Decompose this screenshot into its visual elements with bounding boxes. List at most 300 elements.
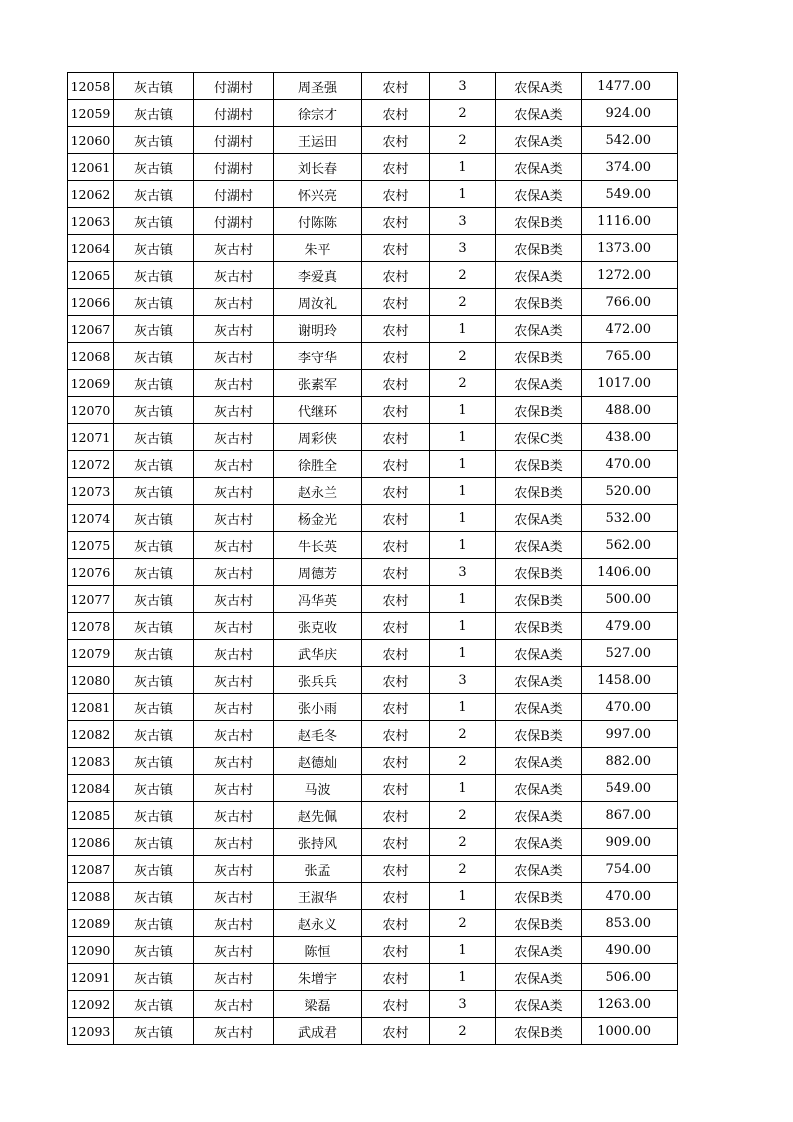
household-type-cell: 农村	[362, 262, 430, 289]
insurance-class-cell: 农保B类	[496, 478, 582, 505]
row-id-cell: 12068	[68, 343, 114, 370]
insurance-class-cell: 农保A类	[496, 181, 582, 208]
row-id-cell: 12087	[68, 856, 114, 883]
town-cell: 灰古镇	[114, 937, 194, 964]
row-id-cell: 12081	[68, 694, 114, 721]
village-cell: 灰古村	[194, 559, 274, 586]
amount-cell: 853.00	[582, 910, 678, 937]
household-type-cell: 农村	[362, 127, 430, 154]
amount-cell: 1477.00	[582, 73, 678, 100]
amount-cell: 527.00	[582, 640, 678, 667]
table-row	[68, 370, 678, 397]
household-type-cell: 农村	[362, 289, 430, 316]
table-row	[68, 262, 678, 289]
insurance-class-cell: 农保B类	[496, 613, 582, 640]
household-type-cell: 农村	[362, 667, 430, 694]
town-cell: 灰古镇	[114, 532, 194, 559]
name-cell: 冯华英	[274, 586, 362, 613]
village-cell: 灰古村	[194, 316, 274, 343]
town-cell: 灰古镇	[114, 586, 194, 613]
town-cell: 灰古镇	[114, 100, 194, 127]
member-count-cell: 2	[430, 829, 496, 856]
town-cell: 灰古镇	[114, 73, 194, 100]
table-row	[68, 964, 678, 991]
village-cell: 灰古村	[194, 721, 274, 748]
name-cell: 王淑华	[274, 883, 362, 910]
insurance-class-cell: 农保A类	[496, 856, 582, 883]
row-id-cell: 12093	[68, 1018, 114, 1045]
amount-cell: 506.00	[582, 964, 678, 991]
village-cell: 灰古村	[194, 883, 274, 910]
village-cell: 付湖村	[194, 208, 274, 235]
amount-cell: 542.00	[582, 127, 678, 154]
town-cell: 灰古镇	[114, 424, 194, 451]
row-id-cell: 12080	[68, 667, 114, 694]
village-cell: 付湖村	[194, 100, 274, 127]
amount-cell: 549.00	[582, 775, 678, 802]
insurance-class-cell: 农保A类	[496, 748, 582, 775]
member-count-cell: 1	[430, 937, 496, 964]
town-cell: 灰古镇	[114, 640, 194, 667]
household-type-cell: 农村	[362, 856, 430, 883]
name-cell: 张孟	[274, 856, 362, 883]
member-count-cell: 1	[430, 883, 496, 910]
table-row	[68, 316, 678, 343]
name-cell: 武成君	[274, 1018, 362, 1045]
member-count-cell: 3	[430, 235, 496, 262]
name-cell: 张兵兵	[274, 667, 362, 694]
insurance-class-cell: 农保A类	[496, 775, 582, 802]
insurance-class-cell: 农保A类	[496, 73, 582, 100]
town-cell: 灰古镇	[114, 208, 194, 235]
household-type-cell: 农村	[362, 343, 430, 370]
village-cell: 灰古村	[194, 397, 274, 424]
table-row	[68, 154, 678, 181]
town-cell: 灰古镇	[114, 964, 194, 991]
name-cell: 周德芳	[274, 559, 362, 586]
row-id-cell: 12072	[68, 451, 114, 478]
table-row	[68, 73, 678, 100]
amount-cell: 997.00	[582, 721, 678, 748]
row-id-cell: 12086	[68, 829, 114, 856]
amount-cell: 1116.00	[582, 208, 678, 235]
row-id-cell: 12058	[68, 73, 114, 100]
insurance-class-cell: 农保B类	[496, 397, 582, 424]
row-id-cell: 12085	[68, 802, 114, 829]
member-count-cell: 3	[430, 73, 496, 100]
name-cell: 赵毛冬	[274, 721, 362, 748]
table-row	[68, 856, 678, 883]
member-count-cell: 2	[430, 721, 496, 748]
amount-cell: 1458.00	[582, 667, 678, 694]
row-id-cell: 12066	[68, 289, 114, 316]
table-row	[68, 478, 678, 505]
member-count-cell: 3	[430, 559, 496, 586]
household-type-cell: 农村	[362, 100, 430, 127]
village-cell: 灰古村	[194, 1018, 274, 1045]
table-row	[68, 1018, 678, 1045]
insurance-class-cell: 农保A类	[496, 937, 582, 964]
insurance-class-cell: 农保B类	[496, 451, 582, 478]
village-cell: 灰古村	[194, 343, 274, 370]
row-id-cell: 12091	[68, 964, 114, 991]
town-cell: 灰古镇	[114, 721, 194, 748]
member-count-cell: 2	[430, 127, 496, 154]
village-cell: 灰古村	[194, 478, 274, 505]
table-row	[68, 748, 678, 775]
member-count-cell: 2	[430, 910, 496, 937]
amount-cell: 488.00	[582, 397, 678, 424]
amount-cell: 765.00	[582, 343, 678, 370]
member-count-cell: 2	[430, 1018, 496, 1045]
row-id-cell: 12077	[68, 586, 114, 613]
row-id-cell: 12076	[68, 559, 114, 586]
member-count-cell: 2	[430, 802, 496, 829]
amount-cell: 438.00	[582, 424, 678, 451]
name-cell: 赵永兰	[274, 478, 362, 505]
town-cell: 灰古镇	[114, 991, 194, 1018]
household-type-cell: 农村	[362, 424, 430, 451]
name-cell: 武华庆	[274, 640, 362, 667]
village-cell: 灰古村	[194, 667, 274, 694]
data-table	[67, 72, 678, 1045]
insurance-class-cell: 农保A类	[496, 694, 582, 721]
insurance-class-cell: 农保B类	[496, 559, 582, 586]
row-id-cell: 12063	[68, 208, 114, 235]
row-id-cell: 12082	[68, 721, 114, 748]
member-count-cell: 1	[430, 424, 496, 451]
member-count-cell: 1	[430, 181, 496, 208]
insurance-class-cell: 农保A类	[496, 802, 582, 829]
table-row	[68, 505, 678, 532]
insurance-class-cell: 农保B类	[496, 289, 582, 316]
amount-cell: 479.00	[582, 613, 678, 640]
household-type-cell: 农村	[362, 505, 430, 532]
insurance-class-cell: 农保B类	[496, 910, 582, 937]
town-cell: 灰古镇	[114, 343, 194, 370]
household-type-cell: 农村	[362, 802, 430, 829]
household-type-cell: 农村	[362, 370, 430, 397]
amount-cell: 500.00	[582, 586, 678, 613]
row-id-cell: 12061	[68, 154, 114, 181]
row-id-cell: 12078	[68, 613, 114, 640]
household-type-cell: 农村	[362, 1018, 430, 1045]
household-type-cell: 农村	[362, 829, 430, 856]
insurance-class-cell: 农保A类	[496, 667, 582, 694]
insurance-class-cell: 农保A类	[496, 127, 582, 154]
town-cell: 灰古镇	[114, 370, 194, 397]
table-row	[68, 559, 678, 586]
household-type-cell: 农村	[362, 991, 430, 1018]
village-cell: 付湖村	[194, 127, 274, 154]
member-count-cell: 1	[430, 397, 496, 424]
row-id-cell: 12073	[68, 478, 114, 505]
insurance-class-cell: 农保B类	[496, 208, 582, 235]
row-id-cell: 12083	[68, 748, 114, 775]
row-id-cell: 12067	[68, 316, 114, 343]
row-id-cell: 12064	[68, 235, 114, 262]
village-cell: 灰古村	[194, 694, 274, 721]
row-id-cell: 12069	[68, 370, 114, 397]
town-cell: 灰古镇	[114, 1018, 194, 1045]
name-cell: 梁磊	[274, 991, 362, 1018]
name-cell: 张小雨	[274, 694, 362, 721]
name-cell: 周汝礼	[274, 289, 362, 316]
table-row	[68, 586, 678, 613]
village-cell: 灰古村	[194, 829, 274, 856]
amount-cell: 1373.00	[582, 235, 678, 262]
amount-cell: 532.00	[582, 505, 678, 532]
amount-cell: 470.00	[582, 883, 678, 910]
amount-cell: 520.00	[582, 478, 678, 505]
insurance-class-cell: 农保B类	[496, 1018, 582, 1045]
household-type-cell: 农村	[362, 640, 430, 667]
town-cell: 灰古镇	[114, 397, 194, 424]
household-type-cell: 农村	[362, 586, 430, 613]
row-id-cell: 12070	[68, 397, 114, 424]
town-cell: 灰古镇	[114, 154, 194, 181]
town-cell: 灰古镇	[114, 910, 194, 937]
town-cell: 灰古镇	[114, 478, 194, 505]
row-id-cell: 12075	[68, 532, 114, 559]
amount-cell: 867.00	[582, 802, 678, 829]
household-type-cell: 农村	[362, 721, 430, 748]
village-cell: 灰古村	[194, 802, 274, 829]
member-count-cell: 1	[430, 532, 496, 559]
member-count-cell: 2	[430, 856, 496, 883]
village-cell: 付湖村	[194, 154, 274, 181]
insurance-class-cell: 农保A类	[496, 262, 582, 289]
town-cell: 灰古镇	[114, 451, 194, 478]
insurance-class-cell: 农保A类	[496, 991, 582, 1018]
household-type-cell: 农村	[362, 559, 430, 586]
member-count-cell: 2	[430, 343, 496, 370]
household-type-cell: 农村	[362, 451, 430, 478]
member-count-cell: 2	[430, 100, 496, 127]
member-count-cell: 3	[430, 208, 496, 235]
table-row	[68, 667, 678, 694]
amount-cell: 924.00	[582, 100, 678, 127]
member-count-cell: 1	[430, 640, 496, 667]
town-cell: 灰古镇	[114, 235, 194, 262]
town-cell: 灰古镇	[114, 559, 194, 586]
household-type-cell: 农村	[362, 235, 430, 262]
insurance-class-cell: 农保A类	[496, 154, 582, 181]
name-cell: 朱增宇	[274, 964, 362, 991]
name-cell: 张克收	[274, 613, 362, 640]
table-row	[68, 181, 678, 208]
village-cell: 灰古村	[194, 262, 274, 289]
row-id-cell: 12060	[68, 127, 114, 154]
town-cell: 灰古镇	[114, 883, 194, 910]
amount-cell: 470.00	[582, 451, 678, 478]
name-cell: 谢明玲	[274, 316, 362, 343]
amount-cell: 549.00	[582, 181, 678, 208]
member-count-cell: 1	[430, 613, 496, 640]
name-cell: 马波	[274, 775, 362, 802]
amount-cell: 562.00	[582, 532, 678, 559]
member-count-cell: 1	[430, 586, 496, 613]
table-row	[68, 775, 678, 802]
insurance-class-cell: 农保A类	[496, 505, 582, 532]
table-row	[68, 532, 678, 559]
table-row	[68, 694, 678, 721]
insurance-class-cell: 农保B类	[496, 235, 582, 262]
town-cell: 灰古镇	[114, 748, 194, 775]
amount-cell: 470.00	[582, 694, 678, 721]
town-cell: 灰古镇	[114, 667, 194, 694]
amount-cell: 374.00	[582, 154, 678, 181]
name-cell: 牛长英	[274, 532, 362, 559]
name-cell: 杨金光	[274, 505, 362, 532]
table-row	[68, 424, 678, 451]
name-cell: 陈恒	[274, 937, 362, 964]
town-cell: 灰古镇	[114, 802, 194, 829]
town-cell: 灰古镇	[114, 262, 194, 289]
town-cell: 灰古镇	[114, 181, 194, 208]
table-row	[68, 910, 678, 937]
table-row	[68, 883, 678, 910]
insurance-class-cell: 农保B类	[496, 883, 582, 910]
town-cell: 灰古镇	[114, 289, 194, 316]
amount-cell: 909.00	[582, 829, 678, 856]
row-id-cell: 12090	[68, 937, 114, 964]
amount-cell: 1263.00	[582, 991, 678, 1018]
table-row	[68, 802, 678, 829]
member-count-cell: 2	[430, 289, 496, 316]
table-row	[68, 235, 678, 262]
household-type-cell: 农村	[362, 613, 430, 640]
town-cell: 灰古镇	[114, 829, 194, 856]
row-id-cell: 12092	[68, 991, 114, 1018]
amount-cell: 882.00	[582, 748, 678, 775]
village-cell: 灰古村	[194, 370, 274, 397]
row-id-cell: 12089	[68, 910, 114, 937]
household-type-cell: 农村	[362, 181, 430, 208]
household-type-cell: 农村	[362, 883, 430, 910]
household-type-cell: 农村	[362, 478, 430, 505]
village-cell: 灰古村	[194, 613, 274, 640]
village-cell: 灰古村	[194, 856, 274, 883]
name-cell: 徐胜全	[274, 451, 362, 478]
household-type-cell: 农村	[362, 397, 430, 424]
row-id-cell: 12059	[68, 100, 114, 127]
town-cell: 灰古镇	[114, 505, 194, 532]
village-cell: 灰古村	[194, 937, 274, 964]
household-type-cell: 农村	[362, 775, 430, 802]
amount-cell: 766.00	[582, 289, 678, 316]
name-cell: 李爱真	[274, 262, 362, 289]
household-type-cell: 农村	[362, 532, 430, 559]
name-cell: 付陈陈	[274, 208, 362, 235]
insurance-class-cell: 农保B类	[496, 343, 582, 370]
insurance-class-cell: 农保A类	[496, 316, 582, 343]
row-id-cell: 12079	[68, 640, 114, 667]
name-cell: 李守华	[274, 343, 362, 370]
village-cell: 灰古村	[194, 748, 274, 775]
household-type-cell: 农村	[362, 748, 430, 775]
amount-cell: 472.00	[582, 316, 678, 343]
insurance-class-cell: 农保A类	[496, 100, 582, 127]
table-body	[68, 73, 678, 1045]
village-cell: 灰古村	[194, 451, 274, 478]
household-type-cell: 农村	[362, 73, 430, 100]
name-cell: 周圣强	[274, 73, 362, 100]
insurance-class-cell: 农保A类	[496, 829, 582, 856]
table-row	[68, 991, 678, 1018]
row-id-cell: 12065	[68, 262, 114, 289]
village-cell: 灰古村	[194, 775, 274, 802]
name-cell: 张持风	[274, 829, 362, 856]
member-count-cell: 3	[430, 991, 496, 1018]
table-row	[68, 613, 678, 640]
member-count-cell: 1	[430, 478, 496, 505]
insurance-class-cell: 农保B类	[496, 586, 582, 613]
household-type-cell: 农村	[362, 937, 430, 964]
town-cell: 灰古镇	[114, 694, 194, 721]
member-count-cell: 2	[430, 370, 496, 397]
row-id-cell: 12074	[68, 505, 114, 532]
name-cell: 徐宗才	[274, 100, 362, 127]
village-cell: 灰古村	[194, 964, 274, 991]
town-cell: 灰古镇	[114, 856, 194, 883]
name-cell: 刘长春	[274, 154, 362, 181]
member-count-cell: 2	[430, 262, 496, 289]
insurance-class-cell: 农保C类	[496, 424, 582, 451]
name-cell: 赵德灿	[274, 748, 362, 775]
member-count-cell: 2	[430, 748, 496, 775]
amount-cell: 1272.00	[582, 262, 678, 289]
row-id-cell: 12088	[68, 883, 114, 910]
table-row	[68, 829, 678, 856]
table-row	[68, 937, 678, 964]
insurance-class-cell: 农保A类	[496, 532, 582, 559]
village-cell: 灰古村	[194, 640, 274, 667]
name-cell: 张素军	[274, 370, 362, 397]
name-cell: 周彩侠	[274, 424, 362, 451]
household-type-cell: 农村	[362, 154, 430, 181]
table-row	[68, 208, 678, 235]
member-count-cell: 1	[430, 154, 496, 181]
village-cell: 灰古村	[194, 991, 274, 1018]
name-cell: 朱平	[274, 235, 362, 262]
amount-cell: 1406.00	[582, 559, 678, 586]
row-id-cell: 12062	[68, 181, 114, 208]
village-cell: 灰古村	[194, 289, 274, 316]
amount-cell: 1000.00	[582, 1018, 678, 1045]
row-id-cell: 12084	[68, 775, 114, 802]
village-cell: 灰古村	[194, 910, 274, 937]
insurance-class-cell: 农保B类	[496, 721, 582, 748]
household-type-cell: 农村	[362, 910, 430, 937]
member-count-cell: 1	[430, 505, 496, 532]
village-cell: 付湖村	[194, 73, 274, 100]
table-row	[68, 451, 678, 478]
insurance-class-cell: 农保A类	[496, 964, 582, 991]
table-row	[68, 289, 678, 316]
table-row	[68, 397, 678, 424]
table-row	[68, 127, 678, 154]
town-cell: 灰古镇	[114, 316, 194, 343]
member-count-cell: 3	[430, 667, 496, 694]
village-cell: 付湖村	[194, 181, 274, 208]
town-cell: 灰古镇	[114, 613, 194, 640]
table-row	[68, 343, 678, 370]
village-cell: 灰古村	[194, 424, 274, 451]
name-cell: 王运田	[274, 127, 362, 154]
table-row	[68, 100, 678, 127]
member-count-cell: 1	[430, 964, 496, 991]
